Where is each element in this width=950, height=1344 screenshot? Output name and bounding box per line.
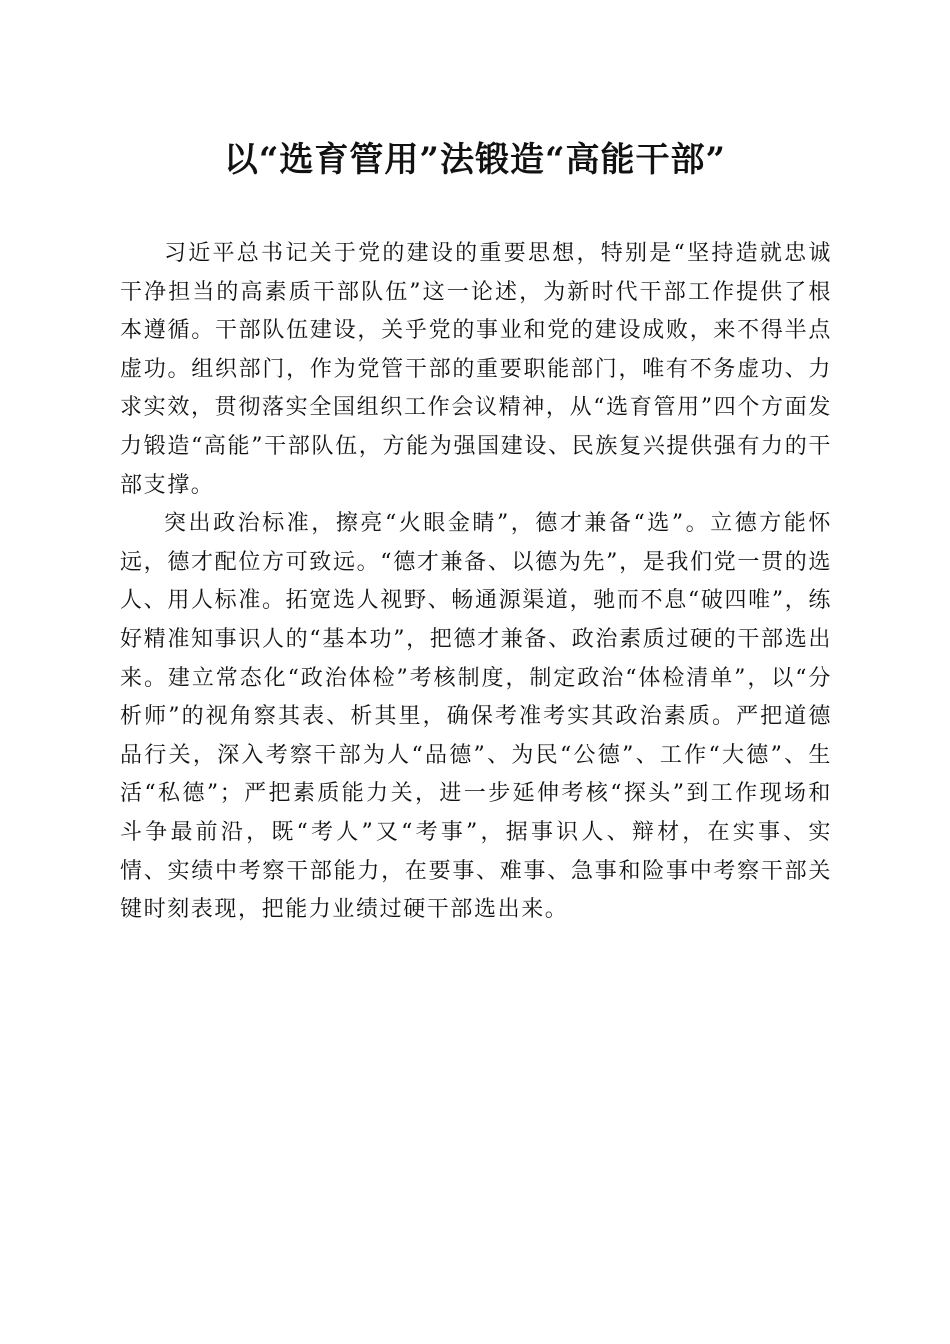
- paragraph-selection: 突出政治标准，擦亮“火眼金睛”，德才兼备“选”。立德方能怀远，德才配位方可致远。“德才兼备、以德为先”，是我们党一贯的选人、用人标准。拓宽选人视野、畅通源渠道，驰而不息“破四唯”，练好精准知事识人的“基本功”，把德才兼备、政治素质过硬的干部选出来。建立常态化“政治体检”考核制度，制定政治“体检清单”，以“分析师”的视角察其表、析其里，确保考准考实其政治素质。严把道德品行关，深入考察干部为人“品德”、为民“公德”、工作“大德”、生活“私德”；严把素质能力关，进一步延伸考核“探头”到工作现场和斗争最前沿，既“考人”又“考事”，据事识人、辩材，在实事、实情、实绩中考察干部能力，在要事、难事、急事和险事中考察干部关键时刻表现，把能力业绩过硬干部选出来。: [120, 511, 832, 923]
- document-body: [120, 235, 832, 930]
- document-title: 以“选育管用”法锻造“高能干部”: [223, 140, 727, 180]
- paragraph-intro: 习近平总书记关于党的建设的重要思想，特别是“坚持造就忠诚干净担当的高素质干部队伍”这一论述，为新时代干部工作提供了根本遵循。干部队伍建设，关乎党的事业和党的建设成败，来不得半点虚功。组织部门，作为党管干部的重要职能部门，唯有不务虚功、力求实效，贯彻落实全国组织工作会议精神，从“选育管用”四个方面发力锻造“高能”干部队伍，方能为强国建设、民族复兴提供强有力的干部支撑。: [120, 241, 832, 498]
